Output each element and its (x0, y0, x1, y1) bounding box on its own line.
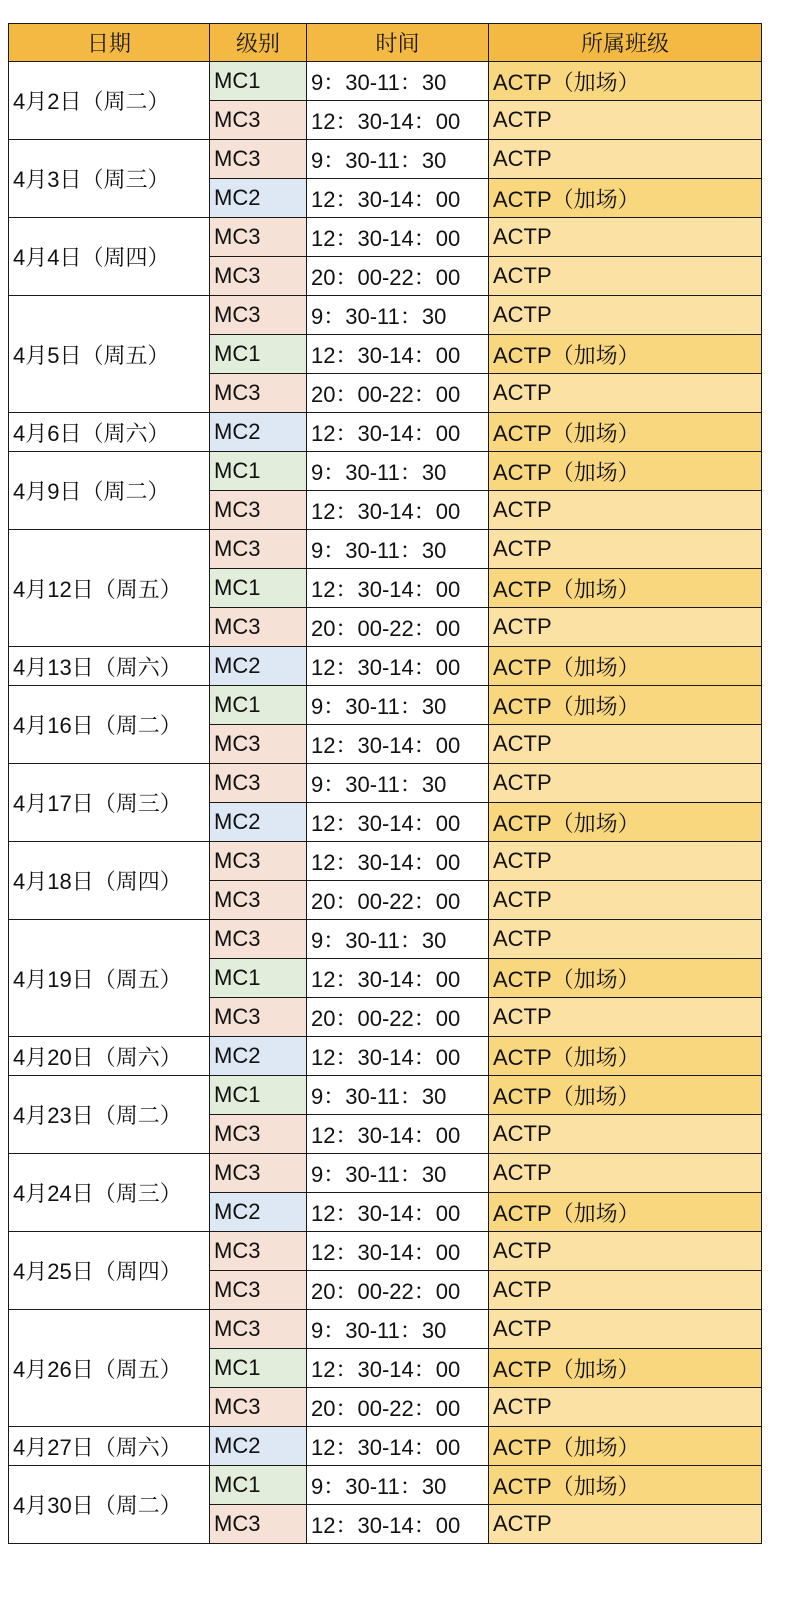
time-cell: 20：00-22：00 (307, 1271, 489, 1310)
time-cell: 12：30-14：00 (307, 1115, 489, 1154)
level-cell: MC3 (210, 257, 307, 296)
time-cell: 20：00-22：00 (307, 257, 489, 296)
class-cell: ACTP（加场） (489, 1349, 762, 1388)
level-cell: MC3 (210, 218, 307, 257)
time-cell: 9：30-11：30 (307, 1154, 489, 1193)
time-cell: 12：30-14：00 (307, 959, 489, 998)
level-cell: MC2 (210, 1427, 307, 1466)
time-cell: 12：30-14：00 (307, 842, 489, 881)
time-cell: 20：00-22：00 (307, 881, 489, 920)
class-cell: ACTP（加场） (489, 686, 762, 725)
level-cell: MC2 (210, 647, 307, 686)
date-cell: 4月9日（周二） (9, 452, 210, 530)
level-cell: MC3 (210, 374, 307, 413)
date-cell: 4月20日（周六） (9, 1037, 210, 1076)
class-cell: ACTP（加场） (489, 335, 762, 374)
level-cell: MC1 (210, 62, 307, 101)
header-date: 日期 (9, 24, 210, 62)
time-cell: 9：30-11：30 (307, 530, 489, 569)
table-row (9, 140, 762, 179)
level-cell: MC3 (210, 530, 307, 569)
table-row (9, 1427, 762, 1466)
class-cell: ACTP (489, 257, 762, 296)
class-cell: ACTP（加场） (489, 452, 762, 491)
level-cell: MC1 (210, 335, 307, 374)
table-row (9, 62, 762, 101)
class-cell: ACTP (489, 1505, 762, 1544)
table-row (9, 647, 762, 686)
date-cell: 4月3日（周三） (9, 140, 210, 218)
class-cell: ACTP（加场） (489, 62, 762, 101)
date-cell: 4月5日（周五） (9, 296, 210, 413)
table-row (9, 413, 762, 452)
class-cell: ACTP (489, 1154, 762, 1193)
class-cell: ACTP (489, 608, 762, 647)
table-row (9, 296, 762, 335)
date-cell: 4月30日（周二） (9, 1466, 210, 1544)
time-cell: 20：00-22：00 (307, 608, 489, 647)
table-row (9, 452, 762, 491)
level-cell: MC1 (210, 1349, 307, 1388)
date-cell: 4月16日（周二） (9, 686, 210, 764)
time-cell: 12：30-14：00 (307, 335, 489, 374)
time-cell: 9：30-11：30 (307, 1076, 489, 1115)
time-cell: 12：30-14：00 (307, 179, 489, 218)
time-cell: 12：30-14：00 (307, 218, 489, 257)
level-cell: MC2 (210, 413, 307, 452)
class-cell: ACTP（加场） (489, 1193, 762, 1232)
date-cell: 4月18日（周四） (9, 842, 210, 920)
time-cell: 12：30-14：00 (307, 569, 489, 608)
level-cell: MC3 (210, 920, 307, 959)
level-cell: MC3 (210, 842, 307, 881)
table-row (9, 1466, 762, 1505)
level-cell: MC3 (210, 881, 307, 920)
level-cell: MC3 (210, 764, 307, 803)
header-row (9, 24, 762, 62)
level-cell: MC3 (210, 101, 307, 140)
level-cell: MC1 (210, 959, 307, 998)
level-cell: MC3 (210, 608, 307, 647)
class-cell: ACTP (489, 920, 762, 959)
time-cell: 12：30-14：00 (307, 1232, 489, 1271)
table-row (9, 1076, 762, 1115)
date-cell: 4月27日（周六） (9, 1427, 210, 1466)
level-cell: MC3 (210, 1388, 307, 1427)
table-row (9, 1037, 762, 1076)
table-row (9, 1310, 762, 1349)
date-cell: 4月12日（周五） (9, 530, 210, 647)
level-cell: MC3 (210, 1505, 307, 1544)
time-cell: 9：30-11：30 (307, 1310, 489, 1349)
level-cell: MC1 (210, 1076, 307, 1115)
table-row (9, 686, 762, 725)
level-cell: MC3 (210, 1154, 307, 1193)
time-cell: 12：30-14：00 (307, 1505, 489, 1544)
time-cell: 12：30-14：00 (307, 803, 489, 842)
class-cell: ACTP（加场） (489, 647, 762, 686)
level-cell: MC3 (210, 1310, 307, 1349)
time-cell: 12：30-14：00 (307, 1349, 489, 1388)
class-cell: ACTP（加场） (489, 1427, 762, 1466)
level-cell: MC3 (210, 491, 307, 530)
header-class: 所属班级 (489, 24, 762, 62)
date-cell: 4月19日（周五） (9, 920, 210, 1037)
table-row (9, 764, 762, 803)
class-cell: ACTP（加场） (489, 959, 762, 998)
class-cell: ACTP (489, 998, 762, 1037)
time-cell: 12：30-14：00 (307, 1427, 489, 1466)
class-cell: ACTP (489, 491, 762, 530)
class-cell: ACTP（加场） (489, 1466, 762, 1505)
time-cell: 9：30-11：30 (307, 920, 489, 959)
class-cell: ACTP (489, 1115, 762, 1154)
level-cell: MC1 (210, 686, 307, 725)
time-cell: 9：30-11：30 (307, 62, 489, 101)
date-cell: 4月4日（周四） (9, 218, 210, 296)
class-cell: ACTP (489, 1271, 762, 1310)
table-row (9, 920, 762, 959)
level-cell: MC3 (210, 1271, 307, 1310)
class-cell: ACTP (489, 842, 762, 881)
class-cell: ACTP (489, 374, 762, 413)
time-cell: 20：00-22：00 (307, 1388, 489, 1427)
level-cell: MC3 (210, 998, 307, 1037)
class-cell: ACTP (489, 296, 762, 335)
level-cell: MC2 (210, 803, 307, 842)
level-cell: MC3 (210, 1232, 307, 1271)
time-cell: 20：00-22：00 (307, 374, 489, 413)
date-cell: 4月23日（周二） (9, 1076, 210, 1154)
date-cell: 4月2日（周二） (9, 62, 210, 140)
level-cell: MC3 (210, 725, 307, 764)
class-cell: ACTP (489, 101, 762, 140)
time-cell: 12：30-14：00 (307, 1193, 489, 1232)
time-cell: 9：30-11：30 (307, 1466, 489, 1505)
table-row (9, 1154, 762, 1193)
class-cell: ACTP（加场） (489, 1076, 762, 1115)
class-cell: ACTP (489, 530, 762, 569)
class-cell: ACTP (489, 1388, 762, 1427)
table-row (9, 530, 762, 569)
level-cell: MC2 (210, 1193, 307, 1232)
time-cell: 20：00-22：00 (307, 998, 489, 1037)
level-cell: MC1 (210, 569, 307, 608)
time-cell: 12：30-14：00 (307, 725, 489, 764)
time-cell: 9：30-11：30 (307, 296, 489, 335)
class-cell: ACTP (489, 1232, 762, 1271)
level-cell: MC1 (210, 452, 307, 491)
time-cell: 12：30-14：00 (307, 413, 489, 452)
class-cell: ACTP (489, 140, 762, 179)
schedule-table (8, 23, 762, 1544)
level-cell: MC3 (210, 1115, 307, 1154)
level-cell: MC3 (210, 296, 307, 335)
date-cell: 4月24日（周三） (9, 1154, 210, 1232)
time-cell: 9：30-11：30 (307, 686, 489, 725)
table-body (9, 62, 762, 1544)
class-cell: ACTP（加场） (489, 1037, 762, 1076)
class-cell: ACTP（加场） (489, 413, 762, 452)
date-cell: 4月26日（周五） (9, 1310, 210, 1427)
header-time: 时间 (307, 24, 489, 62)
class-cell: ACTP (489, 218, 762, 257)
class-cell: ACTP（加场） (489, 179, 762, 218)
time-cell: 12：30-14：00 (307, 101, 489, 140)
date-cell: 4月6日（周六） (9, 413, 210, 452)
time-cell: 9：30-11：30 (307, 140, 489, 179)
class-cell: ACTP (489, 764, 762, 803)
date-cell: 4月17日（周三） (9, 764, 210, 842)
time-cell: 9：30-11：30 (307, 452, 489, 491)
level-cell: MC2 (210, 179, 307, 218)
class-cell: ACTP（加场） (489, 803, 762, 842)
time-cell: 9：30-11：30 (307, 764, 489, 803)
table-row (9, 1232, 762, 1271)
header-level: 级别 (210, 24, 307, 62)
class-cell: ACTP (489, 1310, 762, 1349)
date-cell: 4月25日（周四） (9, 1232, 210, 1310)
table-header (9, 24, 762, 62)
table-row (9, 218, 762, 257)
table-row (9, 842, 762, 881)
class-cell: ACTP (489, 881, 762, 920)
time-cell: 12：30-14：00 (307, 1037, 489, 1076)
time-cell: 12：30-14：00 (307, 491, 489, 530)
class-cell: ACTP（加场） (489, 569, 762, 608)
date-cell: 4月13日（周六） (9, 647, 210, 686)
level-cell: MC1 (210, 1466, 307, 1505)
time-cell: 12：30-14：00 (307, 647, 489, 686)
class-cell: ACTP (489, 725, 762, 764)
level-cell: MC2 (210, 1037, 307, 1076)
level-cell: MC3 (210, 140, 307, 179)
